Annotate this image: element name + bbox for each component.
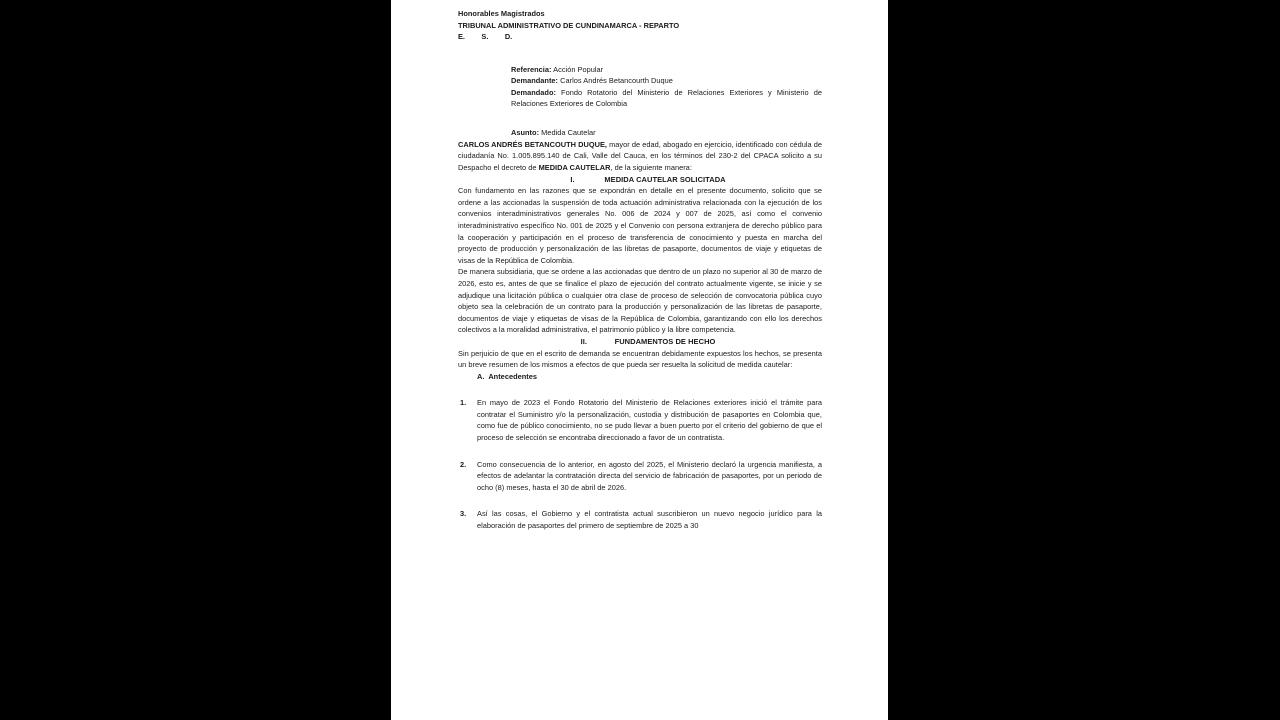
section-2-paragraph-1: Sin perjuicio de que en el escrito de demanda se encuentran debidamente expuestos los hechos, se presenta un breve resumen de los mismos a efectos de que pueda ser resuelta la solicitud de medida cautelar: (458, 348, 822, 370)
addressee-line-1: Honorables Magistrados (458, 9, 545, 18)
subject-value: Medida Cautelar (539, 128, 596, 138)
defendant-line (511, 87, 822, 110)
section-heading-2 (458, 336, 822, 348)
reference-label: Referencia: (511, 64, 552, 74)
list-item-number: 2. (460, 459, 467, 469)
addressee-line-3: E. S. D. (458, 32, 513, 42)
reference-value: Acción Popular (551, 64, 604, 74)
section-number-2: II. (580, 336, 587, 346)
section-title-2: FUNDAMENTOS DE HECHO (614, 336, 716, 346)
defendant-value: Fondo Rotatorio del Ministerio de Relaciones Exteriores y Ministerio de Relaciones Exteriores de Colombia (511, 87, 822, 108)
intro-emphasis: MEDIDA CAUTELAR (538, 163, 611, 172)
intro-text-1: mayor de edad, abogado en ejercicio, identificado con cédula de ciudadanía No. 1.005.895.140 de Cali, Valle del Cauca, en los términos del 230-2 del CPACA solicito a su Despacho el decreto de (458, 139, 823, 172)
list-item-text: Así las cosas, el Gobierno y el contratista actual suscribieron un nuevo negocio jurídico para la elaboración de pasaportes del primero de septiembre de 2025 a 30 (477, 509, 822, 531)
intro-text-2: , de la siguiente manera: (610, 163, 692, 172)
document-page (391, 0, 888, 720)
subject-label: Asunto: (511, 128, 540, 138)
section-title-1: MEDIDA CAUTELAR SOLICITADA (604, 174, 726, 184)
plaintiff-line (511, 75, 822, 86)
section-1-paragraph-2: De manera subsidiaria, que se ordene a las accionadas que dentro de un plazo no superior al 30 de marzo de 2026, esto es, antes de que se finalice el plazo de ejecución del contrato actualmente vigente, se inicie y se adjudique una licitación pública o cualquier otra clase de proceso de selección de convocatoria pública cuyo objeto sea la celebración de un contrato para la producción y personalización de las libretas de pasaporte, documentos de viaje y etiquetas de visas de la República de Colombia, garantizando con ello los derechos colectivos a la moralidad administrativa, el patrimonio público y la libre competencia. (458, 267, 822, 335)
list-item (458, 459, 822, 494)
addressee-line-2: TRIBUNAL ADMINISTRATIVO DE CUNDINAMARCA - REPARTO (458, 20, 680, 30)
reference-block (511, 64, 822, 139)
list-item-text: Como consecuencia de lo anterior, en agosto del 2025, el Ministerio declaró la urgencia manifiesta, a efectos de adelantar la contratación directa del servicio de fabricación de pasaportes, por un periodo de ocho (8) meses, hasta el 30 de abril de 2026. (477, 459, 822, 492)
addressee-block (458, 8, 822, 43)
plaintiff-value: Carlos Andrés Betancourth Duque (558, 76, 673, 86)
list-item-number: 1. (460, 398, 467, 408)
plaintiff-label: Demandante: (511, 76, 559, 86)
subsection-heading-a (458, 371, 822, 383)
list-item-text: En mayo de 2023 el Fondo Rotatorio del Ministerio de Relaciones exteriores inició el trámite para contratar el Suministro y/o la personalización, custodia y distribución de pasaportes en Colombia que, como fue de público conocimiento, no se pudo llevar a buen puerto por el criterio del gobierno de que el proceso de selección se encontraba direccionado a favor de un contratista. (477, 398, 822, 443)
section-number-1: I. (570, 174, 575, 184)
list-item-number: 3. (460, 509, 467, 519)
list-item (458, 397, 822, 443)
section-heading-1 (458, 174, 822, 186)
subsection-letter-a: A. (477, 371, 485, 381)
reference-line (511, 64, 822, 75)
subject-line (511, 127, 822, 138)
subsection-title-a: Antecedentes (488, 371, 538, 381)
antecedentes-list (458, 397, 822, 531)
intro-paragraph (458, 139, 822, 174)
section-1-paragraph-1: Con fundamento en las razones que se expondrán en detalle en el presente documento, solicito que se ordene a las accionadas la suspensión de toda actuación administrativa relacionada con la ejecución de los convenios interadministrativos generales No. 006 de 2024 y 007 de 2025, así como el convenio interadministrativo específico No. 001 de 2025 y el Convenio con persona extranjera de derecho público para la cooperación y participación en el proceso de transferencia de conocimiento y puesta en marcha del proyecto de producción y personalización de las libretas de pasaporte, documentos de viaje y etiquetas de visas de la República de Colombia. (458, 186, 822, 265)
intro-party-name: CARLOS ANDRÉS BETANCOUTH DUQUE, (458, 139, 607, 149)
defendant-label: Demandado: (511, 87, 556, 97)
document-body (458, 8, 822, 532)
list-item (458, 508, 822, 531)
